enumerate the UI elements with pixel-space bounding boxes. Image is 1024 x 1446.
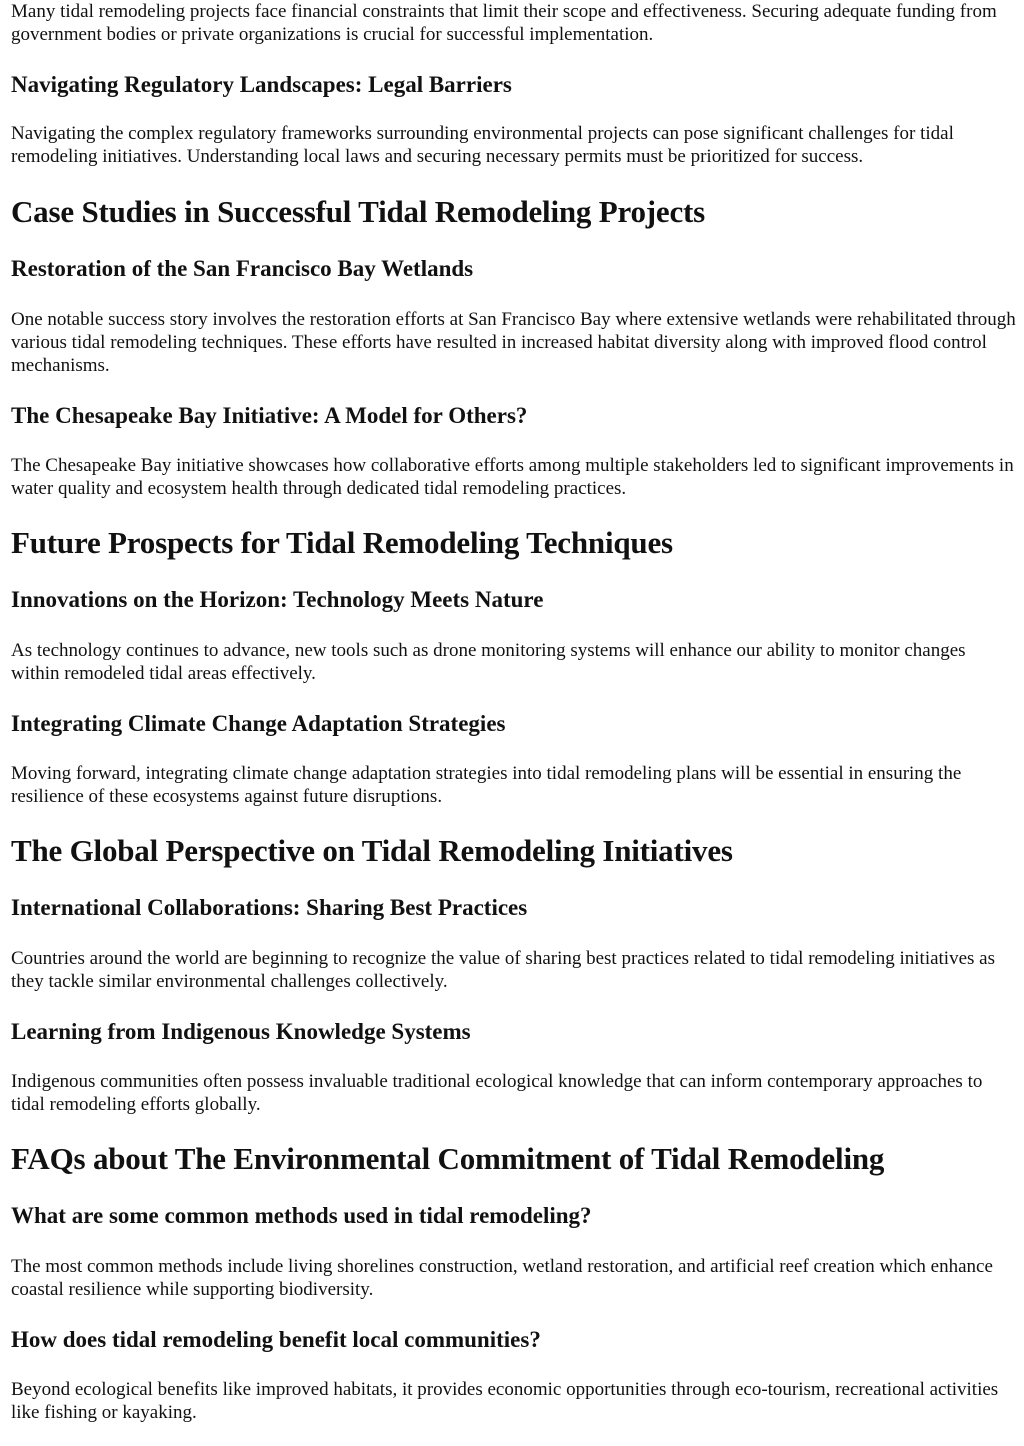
paragraph-regulatory: Navigating the complex regulatory frameworks surrounding environmental projects can pose significant challenges for tidal remodeling initiatives. Understanding local laws and securing necessary permits must be prioritized for success. [11, 123, 954, 167]
paragraph-funding: Many tidal remodeling projects face financial constraints that limit their scope and effectiveness. Securing adequate funding from government bodies or private organizations is crucial for successful implementation. [11, 1, 997, 45]
paragraph-chesapeake: The Chesapeake Bay initiative showcases how collaborative efforts among multiple stakeholders led to significant improvements in water quality and ecosystem health through dedicated tidal remodeling practices. [11, 455, 1014, 499]
heading-indigenous: Learning from Indigenous Knowledge Systems [11, 1019, 471, 1044]
paragraph-international: Countries around the world are beginning to recognize the value of sharing best practices related to tidal remodeling initiatives as they tackle similar environmental challenges collectively. [11, 948, 995, 992]
paragraph-innovations: As technology continues to advance, new tools such as drone monitoring systems will enhance our ability to monitor changes within remodeled tidal areas effectively. [11, 640, 966, 684]
heading-regulatory-barriers: Navigating Regulatory Landscapes: Legal Barriers [11, 72, 512, 97]
faq-answer-benefit: Beyond ecological benefits like improved habitats, it provides economic opportunities through eco-tourism, recreational activities like fishing or kayaking. [11, 1379, 999, 1423]
heading-innovations: Innovations on the Horizon: Technology Meets Nature [11, 587, 544, 612]
heading-case-studies: Case Studies in Successful Tidal Remodeling Projects [11, 194, 706, 229]
heading-sf-bay: Restoration of the San Francisco Bay Wetlands [11, 256, 474, 281]
paragraph-climate: Moving forward, integrating climate change adaptation strategies into tidal remodeling plans will be essential in ensuring the resilience of these ecosystems against future disruptions. [11, 763, 962, 807]
heading-global-perspective: The Global Perspective on Tidal Remodeling Initiatives [11, 833, 733, 868]
heading-international: International Collaborations: Sharing Best Practices [11, 895, 528, 920]
heading-chesapeake: The Chesapeake Bay Initiative: A Model for Others? [11, 403, 528, 428]
paragraph-indigenous: Indigenous communities often possess invaluable traditional ecological knowledge that can inform contemporary approaches to tidal remodeling efforts globally. [11, 1071, 983, 1115]
faq-question-benefit: How does tidal remodeling benefit local communities? [11, 1327, 541, 1352]
faq-question-methods: What are some common methods used in tidal remodeling? [11, 1203, 592, 1228]
faq-answer-methods: The most common methods include living shorelines construction, wetland restoration, and artificial reef creation which enhance coastal resilience while supporting biodiversity. [11, 1256, 993, 1300]
paragraph-sf-bay: One notable success story involves the restoration efforts at San Francisco Bay where extensive wetlands were rehabilitated through various tidal remodeling techniques. These efforts have resulted in increased habitat diversity along with improved flood control mechanisms. [11, 309, 1016, 376]
heading-faqs: FAQs about The Environmental Commitment of Tidal Remodeling [11, 1141, 885, 1176]
heading-future-prospects: Future Prospects for Tidal Remodeling Techniques [11, 525, 673, 560]
heading-climate-adaptation: Integrating Climate Change Adaptation Strategies [11, 711, 506, 736]
